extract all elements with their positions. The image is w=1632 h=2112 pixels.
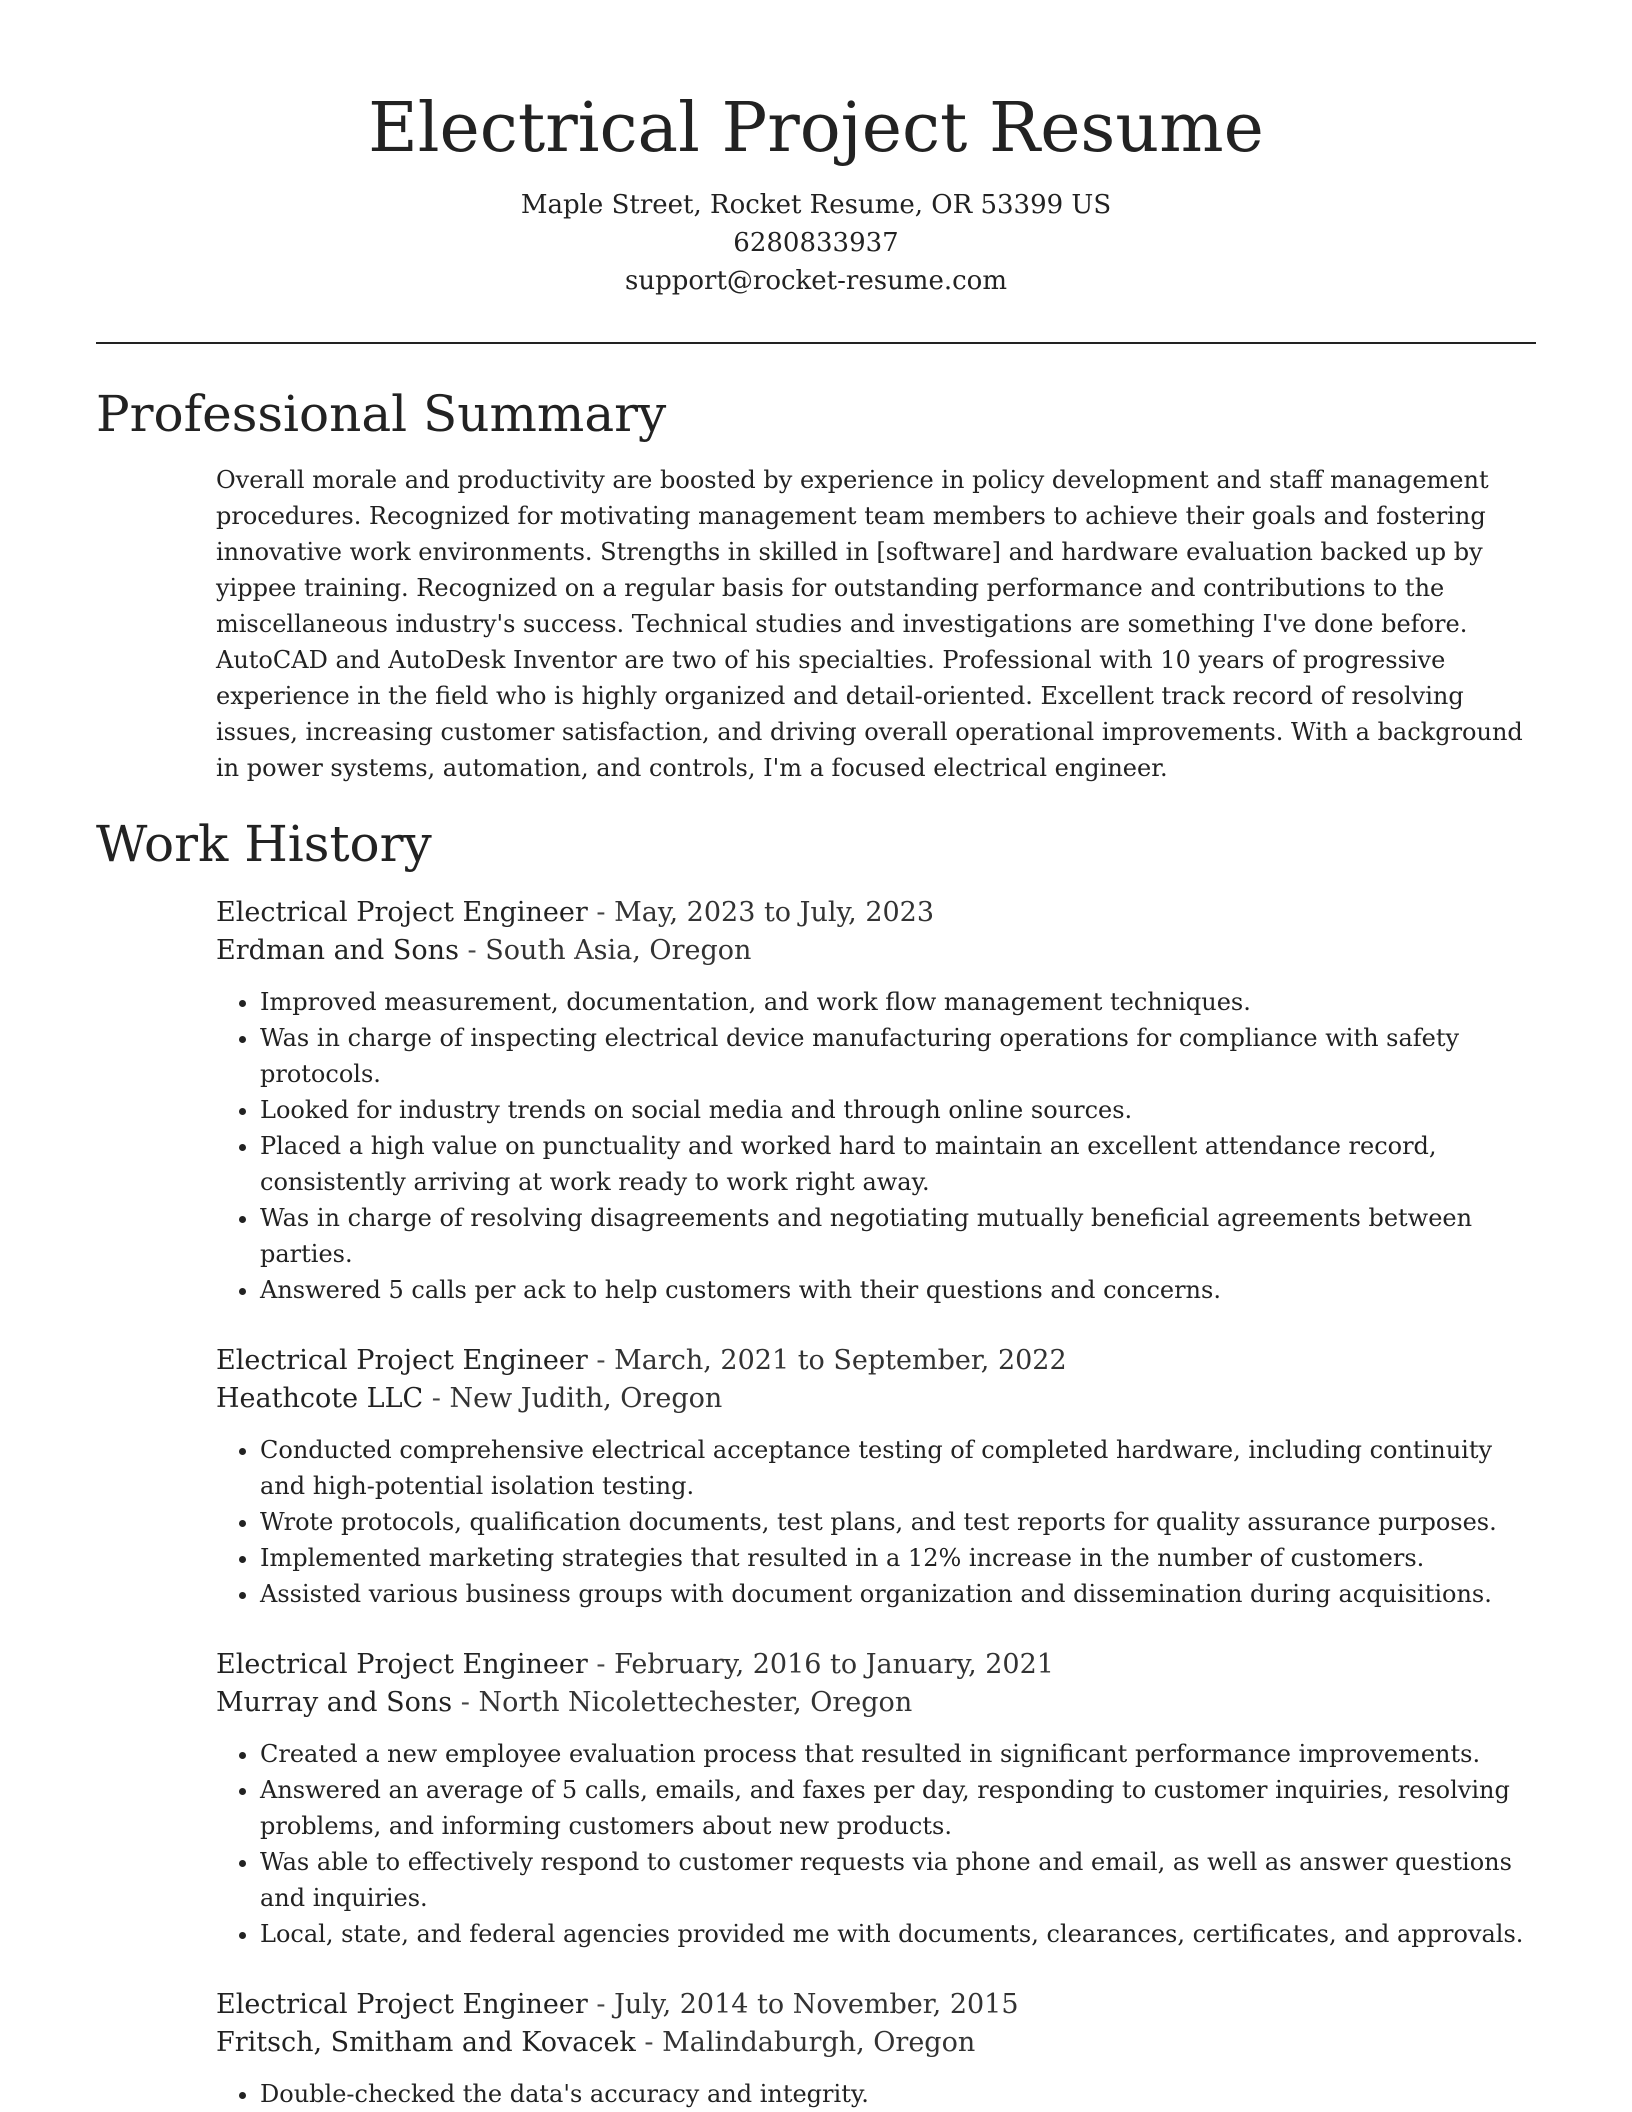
job-bullet: • Conducted comprehensive electrical acceptance testing of completed hardware, including continuity and high-potential isolation testing. (260, 1432, 1536, 1504)
separator: - (452, 1687, 479, 1718)
phone-text: 6280833937 (733, 228, 899, 258)
job-bullet: • Assisted various business groups with document organization and dissemination during acquisitions. (260, 1576, 1536, 1612)
job-title-line (216, 1986, 1536, 2024)
job-company: Erdman and Sons (216, 935, 459, 966)
job-entry (216, 1342, 1536, 1612)
contact-info (0, 186, 1632, 300)
resume-name: Electrical Project Resume (368, 89, 1264, 168)
job-bullet-list (216, 1432, 1536, 1612)
job-dates: February, 2016 to January, 2021 (614, 1649, 1054, 1680)
job-entry (216, 1986, 1536, 2112)
job-location: New Judith, Oregon (449, 1383, 723, 1414)
work-history-list (216, 894, 1536, 2112)
job-bullet: • Was able to effectively respond to customer requests via phone and email, as well as answer questions and inquiries. (260, 1844, 1536, 1916)
job-company-line (216, 1380, 1536, 1418)
job-bullet: • Improved measurement, documentation, and work flow management techniques. (260, 984, 1536, 1020)
job-bullet: • Answered 5 calls per ack to help customers with their questions and concerns. (260, 1272, 1536, 1308)
job-entry (216, 1646, 1536, 1952)
job-bullet: • Implemented marketing strategies that resulted in a 12% increase in the number of customers. (260, 1540, 1536, 1576)
job-company: Murray and Sons (216, 1687, 453, 1718)
job-dates: May, 2023 to July, 2023 (614, 897, 935, 928)
job-bullet-list (216, 2076, 1536, 2112)
job-entry (216, 894, 1536, 1308)
job-bullet: • Local, state, and federal agencies provided me with documents, clearances, certificates, and approvals. (260, 1916, 1536, 1952)
job-dates: March, 2021 to September, 2022 (614, 1345, 1067, 1376)
separator: - (635, 2027, 663, 2058)
job-bullet: • Created a new employee evaluation process that resulted in significant performance improvements. (260, 1736, 1536, 1772)
job-title: Electrical Project Engineer (216, 1345, 588, 1376)
job-bullet: • Was in charge of resolving disagreements and negotiating mutually beneficial agreements between parties. (260, 1200, 1536, 1272)
job-company-line (216, 932, 1536, 970)
job-bullet: • Answered an average of 5 calls, emails, and faxes per day, responding to customer inquiries, resolving problems, and informing customers about new products. (260, 1772, 1536, 1844)
job-location: South Asia, Oregon (485, 935, 752, 966)
job-dates: July, 2014 to November, 2015 (614, 1989, 1019, 2020)
job-company-line (216, 2024, 1536, 2062)
job-bullet: • Looked for industry trends on social media and through online sources. (260, 1092, 1536, 1128)
job-bullet: • Double-checked the data's accuracy and integrity. (260, 2076, 1536, 2112)
job-company: Heathcote LLC (216, 1383, 424, 1414)
job-location: Malindaburgh, Oregon (662, 2027, 976, 2058)
job-title: Electrical Project Engineer (216, 897, 588, 928)
job-bullet: • Wrote protocols, qualification documents, test plans, and test reports for quality assurance purposes. (260, 1504, 1536, 1540)
job-bullet: • Placed a high value on punctuality and worked hard to maintain an excellent attendance record, consistently arriving at work ready to work right away. (260, 1128, 1536, 1200)
summary-text: Overall morale and productivity are boosted by experience in policy development and staff management procedures. Recognized for motivating management team members to achieve their goals and fostering innovative work environments. Strengths in skilled in [software] and hardware evaluation backed up by yippee training. Recognized on a regular basis for outstanding performance and contributions to the miscellaneous industry's success. Technical studies and investigations are something I've done before. AutoCAD and AutoDesk Inventor are two of his specialties. Professional with 10 years of progressive experience in the field who is highly organized and detail-oriented. Excellent track record of resolving issues, increasing customer satisfaction, and driving overall operational improvements. With a background in power systems, automation, and controls, I'm a focused electrical engineer. (216, 466, 1523, 782)
separator: - (587, 1345, 615, 1376)
header-divider (96, 342, 1536, 344)
job-company: Fritsch, Smitham and Kovacek (216, 2027, 636, 2058)
separator: - (587, 1649, 615, 1680)
job-title-line (216, 1342, 1536, 1380)
email-text: support@rocket-resume.com (624, 266, 1007, 296)
separator: - (587, 1989, 615, 2020)
job-bullet-list (216, 984, 1536, 1308)
job-location: North Nicolettechester, Oregon (478, 1687, 913, 1718)
job-title-line (216, 1646, 1536, 1684)
job-title: Electrical Project Engineer (216, 1989, 588, 2020)
work-history-heading: Work History (96, 815, 432, 873)
separator: - (587, 897, 615, 928)
summary-heading: Professional Summary (96, 385, 667, 443)
separator: - (458, 935, 486, 966)
resume-header (0, 0, 1632, 300)
address-text: Maple Street, Rocket Resume, OR 53399 US (520, 190, 1112, 220)
job-company-line (216, 1684, 1536, 1722)
separator: - (423, 1383, 450, 1414)
job-bullet: • Was in charge of inspecting electrical device manufacturing operations for compliance with safety protocols. (260, 1020, 1536, 1092)
job-title: Electrical Project Engineer (216, 1649, 588, 1680)
job-bullet-list (216, 1736, 1536, 1952)
job-title-line (216, 894, 1536, 932)
